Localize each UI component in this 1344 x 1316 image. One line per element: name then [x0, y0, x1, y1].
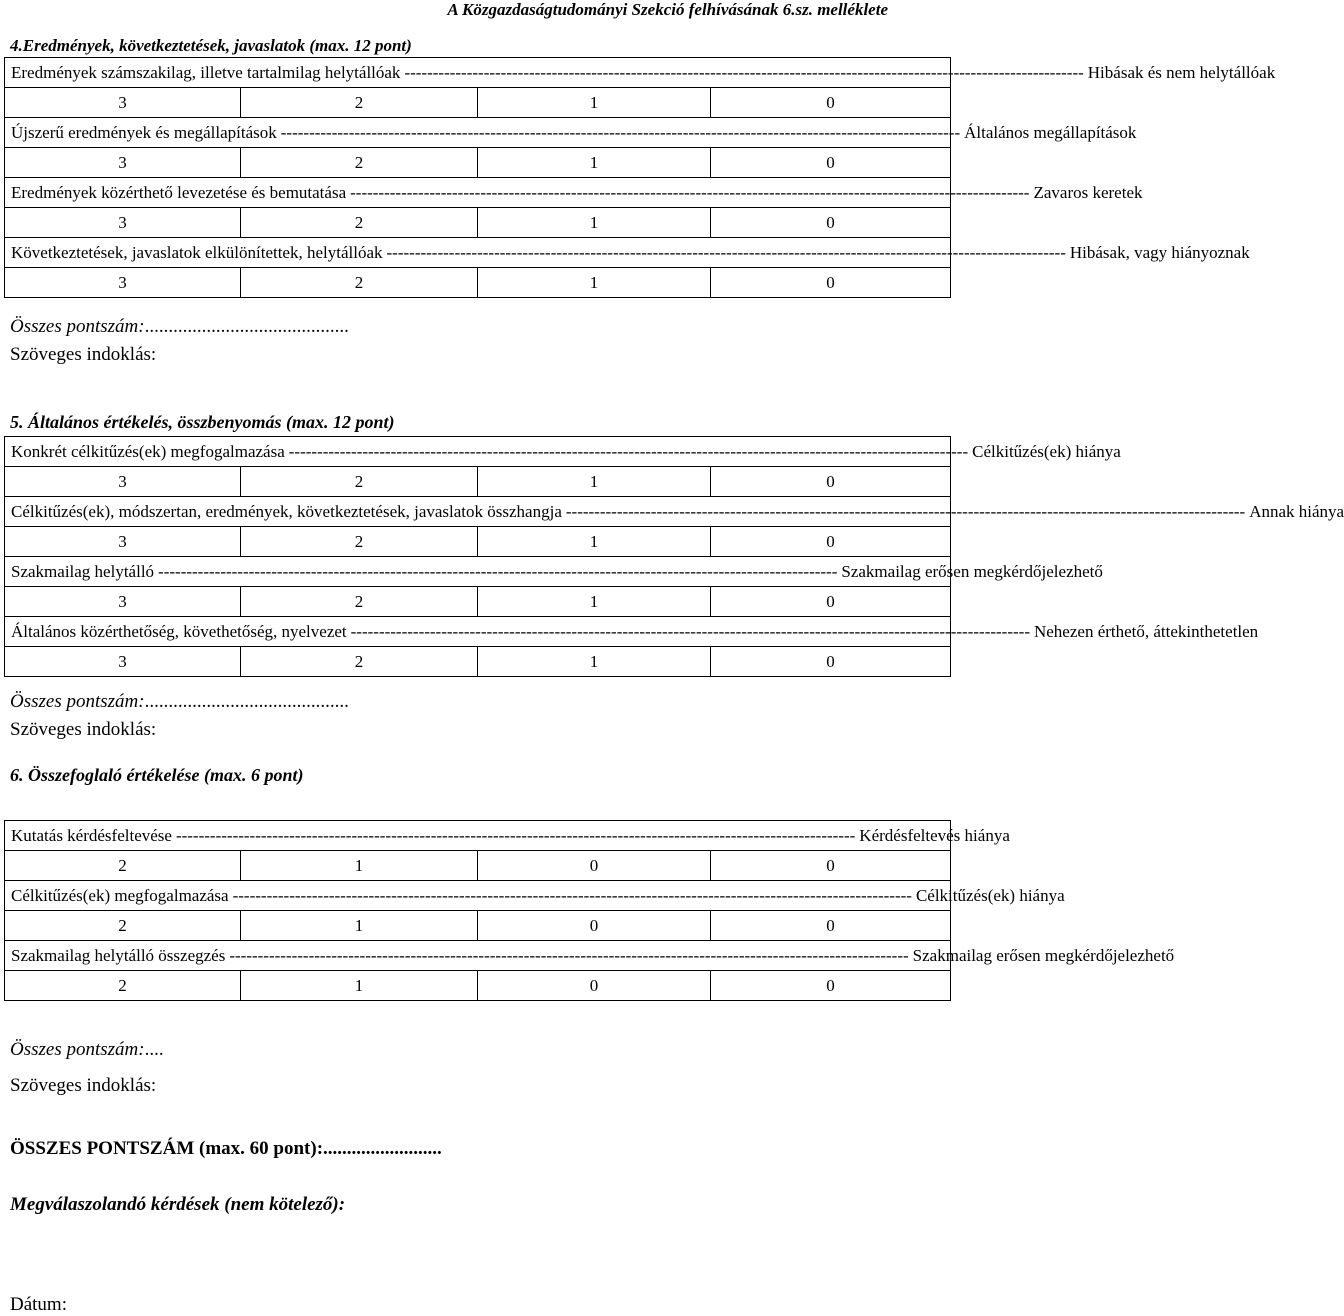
score-cell[interactable]: 0 — [711, 148, 951, 178]
score-cell[interactable]: 0 — [711, 647, 951, 677]
section-6-title: 6. Összefoglaló értékelése (max. 6 pont) — [10, 765, 304, 785]
criterion-row — [5, 821, 951, 851]
score-row — [5, 268, 951, 298]
score-cell[interactable]: 1 — [478, 647, 711, 677]
criterion-negative-label: Kérdésfeltevés hiánya — [859, 825, 1010, 845]
score-cell[interactable]: 2 — [5, 911, 241, 941]
score-cell[interactable]: 2 — [241, 208, 478, 238]
criterion-negative-label: Hibásak, vagy hiányoznak — [1069, 242, 1250, 262]
score-cell[interactable]: 0 — [478, 911, 711, 941]
score-cell[interactable]: 2 — [241, 88, 478, 118]
dash-separator: ------------------------------------------------------------------------------------------------------------------------ — [232, 885, 912, 905]
criterion-positive-label: Következtetések, javaslatok elkülönítettek, helytállóak — [11, 242, 383, 262]
score-row — [5, 587, 951, 617]
section-4-criteria-table — [4, 57, 1276, 298]
criterion-positive-label: Célkitűzés(ek) megfogalmazása — [11, 885, 229, 905]
dash-separator: ------------------------------------------------------------------------------------------------------------------------ — [350, 182, 1030, 202]
criterion-description — [5, 238, 1250, 268]
criterion-description — [5, 941, 1175, 971]
dash-separator: ------------------------------------------------------------------------------------------------------------------------ — [404, 62, 1084, 82]
dash-separator: ------------------------------------------------------------------------------------------------------------------------ — [280, 122, 961, 142]
grand-total: ÖSSZES PONTSZÁM (max. 60 pont):......................... — [10, 1138, 442, 1159]
score-row — [5, 148, 951, 178]
score-cell[interactable]: 1 — [478, 527, 711, 557]
total-label: Összes pontszám: — [10, 1039, 145, 1060]
criterion-positive-label: Szakmailag helytálló — [11, 561, 155, 581]
criterion-positive-label: Kutatás kérdésfeltevése — [11, 825, 172, 845]
total-label: Összes pontszám: — [10, 691, 145, 712]
section-4-total — [10, 316, 349, 338]
questions-label: Megválaszolandó kérdések (nem kötelező): — [10, 1194, 346, 1215]
criterion-description — [5, 178, 1143, 208]
dash-separator: ------------------------------------------------------------------------------------------------------------------------ — [158, 561, 838, 581]
score-cell[interactable]: 1 — [478, 208, 711, 238]
score-cell[interactable]: 0 — [711, 268, 951, 298]
dash-separator: ------------------------------------------------------------------------------------------------------------------------ — [350, 621, 1030, 641]
score-cell[interactable]: 2 — [241, 647, 478, 677]
score-cell[interactable]: 0 — [711, 467, 951, 497]
criterion-description — [5, 58, 1276, 88]
criterion-negative-label: Annak hiánya — [1249, 501, 1344, 521]
criterion-description — [5, 118, 1137, 148]
score-cell[interactable]: 3 — [5, 268, 241, 298]
total-dots: .... — [144, 1039, 164, 1060]
score-cell[interactable]: 3 — [5, 527, 241, 557]
score-cell[interactable]: 1 — [478, 88, 711, 118]
score-cell[interactable]: 2 — [241, 527, 478, 557]
criterion-row — [5, 118, 951, 148]
score-cell[interactable]: 0 — [711, 911, 951, 941]
criterion-description — [5, 437, 1121, 467]
score-row — [5, 851, 951, 881]
criterion-positive-label: Konkrét célkitűzés(ek) megfogalmazása — [11, 441, 285, 461]
criterion-row — [5, 238, 951, 268]
criterion-negative-label: Általános megállapítások — [964, 122, 1137, 142]
score-cell[interactable]: 3 — [5, 467, 241, 497]
criterion-row — [5, 58, 951, 88]
score-cell[interactable]: 2 — [241, 268, 478, 298]
score-cell[interactable]: 1 — [241, 851, 478, 881]
total-dots: ........................................... — [144, 691, 349, 712]
score-cell[interactable]: 0 — [711, 527, 951, 557]
attachment-note: A Közgazdaságtudományi Szekció felhívásának 6.sz. melléklete — [447, 0, 888, 19]
score-cell[interactable]: 0 — [711, 587, 951, 617]
score-cell[interactable]: 1 — [478, 148, 711, 178]
score-row — [5, 971, 951, 1001]
dash-separator: ------------------------------------------------------------------------------------------------------------------------ — [175, 825, 856, 845]
date-label: Dátum: — [10, 1294, 67, 1315]
criterion-positive-label: Szakmailag helytálló összegzés — [11, 945, 226, 965]
dash-separator: ------------------------------------------------------------------------------------------------------------------------ — [386, 242, 1066, 262]
score-cell[interactable]: 1 — [478, 268, 711, 298]
section-5-total — [10, 691, 349, 713]
criterion-description — [5, 557, 1103, 587]
score-cell[interactable]: 2 — [241, 148, 478, 178]
criterion-negative-label: Célkitűzés(ek) hiánya — [972, 441, 1121, 461]
score-cell[interactable]: 2 — [241, 587, 478, 617]
score-cell[interactable]: 0 — [478, 971, 711, 1001]
score-cell[interactable]: 3 — [5, 647, 241, 677]
section-6-justification-label: Szöveges indoklás: — [10, 1075, 157, 1096]
score-cell[interactable]: 0 — [711, 971, 951, 1001]
score-row — [5, 208, 951, 238]
section-6-total — [10, 1039, 164, 1061]
dash-separator: ------------------------------------------------------------------------------------------------------------------------ — [288, 441, 969, 461]
criterion-row — [5, 178, 951, 208]
criterion-negative-label: Célkitűzés(ek) hiánya — [915, 885, 1065, 905]
score-cell[interactable]: 1 — [241, 971, 478, 1001]
criterion-positive-label: Eredmények közérthető levezetése és bemutatása — [11, 182, 347, 202]
criterion-row — [5, 437, 951, 467]
criterion-description — [5, 617, 1259, 647]
score-cell[interactable]: 3 — [5, 208, 241, 238]
criterion-positive-label: Újszerű eredmények és megállapítások — [11, 122, 277, 142]
score-cell[interactable]: 0 — [711, 208, 951, 238]
criterion-description — [5, 881, 1065, 911]
criterion-description — [5, 821, 1010, 851]
score-cell[interactable]: 0 — [711, 88, 951, 118]
score-cell[interactable]: 0 — [711, 851, 951, 881]
criterion-row — [5, 497, 951, 527]
score-cell[interactable]: 3 — [5, 88, 241, 118]
section-5-criteria-table — [4, 436, 1344, 677]
section-4-justification-label: Szöveges indoklás: — [10, 344, 157, 365]
dash-separator: ------------------------------------------------------------------------------------------------------------------------ — [565, 501, 1246, 521]
score-cell[interactable]: 0 — [478, 851, 711, 881]
criterion-row — [5, 941, 951, 971]
section-5-justification-label: Szöveges indoklás: — [10, 719, 157, 740]
score-cell[interactable]: 2 — [5, 851, 241, 881]
criterion-row — [5, 617, 951, 647]
total-label: Összes pontszám: — [10, 316, 145, 337]
criterion-positive-label: Célkitűzés(ek), módszertan, eredmények, következtetések, javaslatok összhangja — [11, 501, 562, 521]
criterion-row — [5, 557, 951, 587]
criterion-description — [5, 497, 1344, 527]
score-row — [5, 467, 951, 497]
criterion-negative-label: Szakmailag erősen megkérdőjelezhető — [912, 945, 1175, 965]
section-5-title: 5. Általános értékelés, összbenyomás (max. 12 pont) — [10, 412, 395, 432]
criterion-row — [5, 881, 951, 911]
criterion-negative-label: Hibásak és nem helytállóak — [1087, 62, 1276, 82]
criterion-positive-label: Általános közérthetőség, követhetőség, nyelvezet — [11, 621, 347, 641]
score-cell[interactable]: 1 — [478, 467, 711, 497]
score-cell[interactable]: 2 — [241, 467, 478, 497]
score-cell[interactable]: 2 — [5, 971, 241, 1001]
total-dots: ........................................... — [144, 316, 349, 337]
score-cell[interactable]: 3 — [5, 587, 241, 617]
score-row — [5, 911, 951, 941]
score-row — [5, 527, 951, 557]
score-cell[interactable]: 3 — [5, 148, 241, 178]
criterion-negative-label: Nehezen érthető, áttekinthetetlen — [1033, 621, 1259, 641]
score-cell[interactable]: 1 — [478, 587, 711, 617]
score-row — [5, 88, 951, 118]
score-cell[interactable]: 1 — [241, 911, 478, 941]
section-6-criteria-table — [4, 820, 1175, 1001]
criterion-negative-label: Szakmailag erősen megkérdőjelezhető — [841, 561, 1103, 581]
criterion-negative-label: Zavaros keretek — [1033, 182, 1143, 202]
section-4-title: 4.Eredmények, következtetések, javaslatok (max. 12 pont) — [10, 36, 412, 55]
criterion-positive-label: Eredmények számszakilag, illetve tartalmilag helytállóak — [11, 62, 401, 82]
dash-separator: ------------------------------------------------------------------------------------------------------------------------ — [229, 945, 909, 965]
score-row — [5, 647, 951, 677]
